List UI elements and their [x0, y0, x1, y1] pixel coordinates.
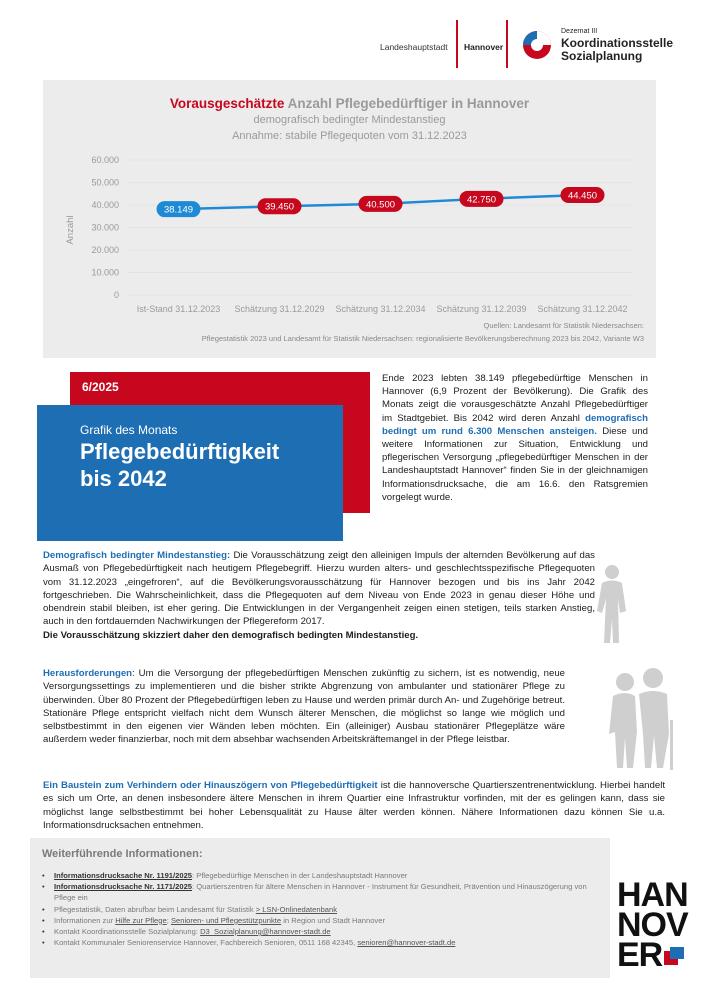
- divider: [456, 20, 458, 68]
- logo-line: HAN: [617, 876, 688, 914]
- city-prefix: Landeshauptstadt: [380, 42, 448, 52]
- divider: [506, 20, 508, 68]
- info-link[interactable]: Senioren- und Pflegestützpunkte: [170, 915, 282, 925]
- section-herausforderungen: [43, 667, 565, 747]
- section-conclusion: Die Vorausschätzung skizziert daher den demografisch bedingten Mindestanstieg.: [43, 629, 419, 641]
- chart-subtitle: demografisch bedingter Mindestanstieg: [253, 114, 446, 126]
- series-label: Grafik des Monats: [80, 423, 178, 437]
- list-item-text: Pflegestatistik, Daten abrufbar beim Landesamt für Statistik: [54, 904, 256, 914]
- section-heading: Herausforderungen: [43, 668, 133, 679]
- section-heading: Demografisch bedingter Mindestanstieg:: [43, 550, 231, 561]
- logo-line: NOV: [617, 906, 688, 944]
- x-tick-label: Schätzung 31.12.2042: [537, 304, 628, 314]
- list-item: [42, 870, 602, 881]
- further-info-heading: Weiterführende Informationen:: [42, 848, 203, 860]
- further-info-box: [30, 838, 610, 978]
- intro-text: [382, 372, 648, 504]
- further-info-list: [42, 870, 602, 948]
- list-item: [42, 926, 602, 937]
- list-item-text: in Region und Stadt Hannover: [281, 915, 385, 925]
- chart-subtitle: Annahme: stabile Pflegequoten vom 31.12.2023: [232, 130, 467, 142]
- department-title: [561, 37, 673, 63]
- data-label: 42.750: [466, 194, 497, 206]
- chart-title-red: Vorausgeschätzte: [169, 96, 285, 111]
- intro-part2: Diese und weitere Informationen zur Situation, Entwicklung und pflegerischen Versorgung „pflegebedürftiger Menschen in der Landeshauptstadt Hannover“ finden Sie in der gleichnamigen Informationsdrucksache, die am 16.6. den Ratsgremien vorgelegt wurde.: [382, 425, 648, 503]
- page-title-line2: bis 2042: [80, 466, 167, 491]
- data-label: 38.149: [163, 204, 194, 216]
- data-label: 40.500: [365, 199, 396, 211]
- info-link[interactable]: Informationsdrucksache Nr. 1191/2025: [54, 871, 193, 880]
- data-label: 44.450: [567, 190, 598, 202]
- list-item-text: Kontakt Koordinationsstelle Sozialplanung:: [54, 927, 201, 937]
- list-item: [42, 904, 602, 915]
- section-mindestanstieg: [43, 549, 595, 642]
- list-item-text: : Quartierszentren für ältere Menschen in Hannover - Instrument für Gesundheit, Prävention und Hinauszögerung von Pflege ein: [54, 882, 587, 903]
- intro-part1: Ende 2023 lebten 38.149 pflegebedürftige Menschen in Hannover (6,9 Prozent der Bevölkerung). Die Grafik des Monats zeigt die vorausgeschätzte Anzahl Pflegebedürftiger im Stadtgebiet. Bis 2042 wird deren Anzahl: [382, 373, 648, 424]
- info-link[interactable]: Informationsdrucksache Nr. 1171/2025: [54, 882, 193, 892]
- info-link[interactable]: Hilfe zur Pflege: [115, 915, 167, 925]
- x-tick-label: Ist-Stand 31.12.2023: [136, 304, 221, 314]
- email-link[interactable]: senioren@hannover-stadt.de: [357, 938, 456, 948]
- department-label: Dezernat III: [561, 28, 598, 35]
- hannover-mark-icon: [664, 947, 684, 965]
- elderly-woman-icon: [588, 563, 636, 645]
- list-item: [42, 915, 602, 926]
- section-text: ist die hannoversche Quartierszentrenentwicklung. Hierbei handelt es sich um Orte, an denen insbesondere ältere Menschen in ihrem Quartier eine Infrastruktur vorfinden, mit der es gelingen kann, dass sie möglichst lange selbstbestimmt bei hoher Lebensqualität zu Hause älter werden können. Nähere Informationen dazu können Sie u.a. Informationsdrucksachen entnehmen.: [43, 780, 665, 831]
- y-tick-label: 10.000: [91, 267, 119, 278]
- x-tick-label: Schätzung 31.12.2039: [436, 304, 527, 314]
- x-tick-label: Schätzung 31.12.2029: [234, 304, 325, 314]
- section-text: Die Vorausschätzung zeigt den alleinigen Impuls der alternden Bevölkerung auf das Ausmaß von Pflegebedürftigkeit nach heutigem Pflegebegriff. Hierzu wurden alters- und geschlechtsspezifische Pflegequoten vom 31.12.2023 „eingefroren“, auf die Bevölkerungsvorausschätzung für Hannover bezogen und bis ins Jahr 2042 fortgeschrieben. Die Wahrscheinlichkeit, dass die Pflegequoten auf dem Niveau von Ende 2023 in genau dieser Höhe und obendrein stabil bleiben, ist eher gering. Die Entwicklungen in der Vergangenheit zeigen einen stetigen, teils starken Anstieg, auch in den fortdauernden Nachwirkungen der Pflegereform 2017.: [43, 550, 595, 628]
- city-name: Hannover: [464, 42, 504, 52]
- y-tick-label: 40.000: [91, 200, 119, 210]
- y-axis-label: Anzahl: [65, 215, 76, 245]
- list-item-text: Kontakt Kommunaler Seniorenservice Hannover, Fachbereich Senioren, 0511 168 42345,: [54, 938, 358, 948]
- y-tick-label: 0: [113, 290, 119, 300]
- department-title-line2: Sozialplanung: [561, 49, 643, 63]
- list-item-text: : Pflegebedürftige Menschen in der Landeshauptstadt Hannover: [192, 871, 408, 880]
- info-link[interactable]: > LSN-Onlinedatenbank: [255, 904, 338, 914]
- y-tick-label: 50.000: [91, 177, 119, 188]
- issue-number: 6/2025: [82, 380, 119, 394]
- logo-line: ER: [617, 936, 663, 974]
- list-item: [42, 937, 602, 948]
- email-link[interactable]: D3_Sozialplanung@hannover-stadt.de: [200, 927, 331, 937]
- y-tick-label: 20.000: [91, 245, 119, 255]
- intro-highlight: demografisch bedingt um rund 6.300 Menschen ansteigen.: [382, 412, 648, 437]
- data-label: 39.450: [264, 201, 295, 213]
- department-title-line1: Koordinationsstelle: [561, 36, 674, 50]
- x-tick-label: Schätzung 31.12.2034: [335, 304, 426, 314]
- section-heading: Ein Baustein zum Verhindern oder Hinauszögern von Pflegebedürftigkeit: [43, 780, 378, 791]
- chart-source: Pflegestatistik 2023 und Landesamt für Statistik Niedersachsen: regionalisierte Bevölkerungsberechnung 2023 bis 2042, Variante W3: [201, 334, 644, 343]
- page-title: [80, 438, 279, 492]
- list-item: [42, 881, 602, 903]
- list-item-text: ;: [166, 915, 171, 925]
- page-title-line1: Pflegebedürftigkeit: [80, 439, 280, 464]
- list-item-text: Informationen zur: [54, 915, 116, 925]
- elderly-couple-icon: [603, 664, 677, 770]
- chart-panel: [43, 80, 656, 358]
- chart-title-rest: Anzahl Pflegebedürftiger in Hannover: [287, 96, 530, 111]
- line-chart: [43, 80, 656, 320]
- sozialplanung-logo-icon: [522, 30, 552, 60]
- y-tick-label: 60.000: [91, 155, 119, 165]
- section-text: : Um die Versorgung der pflegebedürftigen Menschen zukünftig zu sichern, ist es notwendig, neue Versorgungssettings zu implementieren und die bisher strikte Abgrenzung von ambulanter und stationärer Pflege zu überwinden. Über 80 Prozent der Pflegebedürftigen leben zu Hause und werden primär durch An- und Zugehörige betreut. Stationäre Pflege entspricht vielfach nicht dem Wunsch älterer Menschen, die möglichst so lange wie möglich und selbstbestimmt in den eigenen vier Wänden leben möchten. Ein (alleiniger) Ausbau stationärer Pflegeplätze wäre außerdem weder finanzierbar, noch mit dem absehbar wachsenden Arbeitskräftemangel in der Pflege leistbar.: [43, 668, 565, 746]
- y-tick-label: 30.000: [91, 222, 119, 233]
- section-quartierszentren: [43, 779, 665, 832]
- chart-source: Quellen: Landesamt für Statistik Niedersachsen:: [483, 321, 644, 330]
